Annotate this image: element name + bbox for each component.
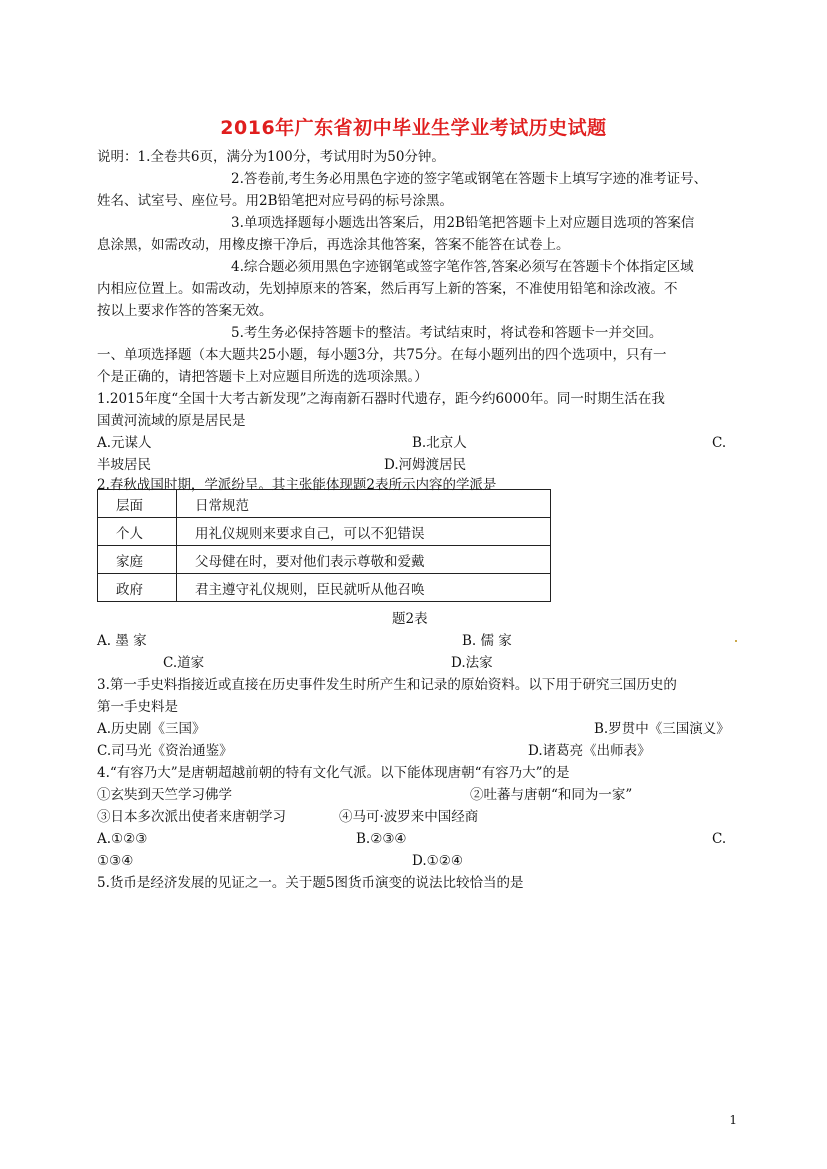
q4-statement-1: ①玄奘到天竺学习佛学 [97, 787, 232, 803]
instruction-4a: 4.综合题必须用黑色字迹钢笔或签字笔作答,答案必须写在答题卡个体指定区域 [231, 259, 694, 275]
q1-option-c: 半坡居民 [97, 457, 151, 473]
instruction-lead: 说明：1.全卷共6页，满分为100分，考试用时为50分钟。 [97, 149, 445, 165]
table-cell: 用礼仪规则来要求自己，可以不犯错误 [177, 518, 551, 546]
instruction-3b: 息涂黑，如需改动，用橡皮擦干净后，再选涂其他答案，答案不能答在试卷上。 [97, 237, 570, 253]
instruction-3a: 3.单项选择题每小题选出答案后，用2B铅笔把答题卡上对应题目选项的答案信 [231, 215, 695, 231]
table-cell: 层面 [98, 490, 177, 518]
section1-heading: 一、单项选择题（本大题共25小题，每小题3分，共75分。在每小题列出的四个选项中，只有一 [97, 347, 667, 363]
q4-stem: 4.“有容乃大”是唐朝超越前朝的特有文化气派。以下能体现唐朝“有容乃大”的是 [97, 765, 570, 781]
table-cell: 君主遵守礼仪规则，臣民就听从他召唤 [177, 574, 551, 602]
q4-statement-4: ④马可·波罗来中国经商 [339, 809, 479, 825]
q4-statement-3: ③日本多次派出使者来唐朝学习 [97, 809, 286, 825]
q1-option-d: D.河姆渡居民 [384, 457, 467, 473]
scan-mark [735, 640, 737, 642]
section1-heading-cont: 个是正确的，请把答题卡上对应题目所选的选项涂黑。） [97, 369, 428, 385]
q3-option-b: B.罗贯中《三国演义》 [594, 721, 730, 737]
exam-title: 2016年广东省初中毕业生学业考试历史试题 [220, 117, 607, 139]
table-cell: 父母健在时，要对他们表示尊敬和爱戴 [177, 546, 551, 574]
q2-option-a: A. 墨 家 [97, 633, 147, 649]
q4-option-c-mark: C. [712, 831, 727, 847]
instruction-5: 5.考生务必保持答题卡的整洁。考试结束时，将试卷和答题卡一并交回。 [231, 325, 663, 341]
q4-option-a: A.①②③ [97, 831, 148, 847]
table-row [98, 546, 551, 574]
table-cell: 日常规范 [177, 490, 551, 518]
q4-statement-2: ②吐蕃与唐朝“和同为一家” [470, 787, 633, 803]
q3-option-a: A.历史剧《三国》 [97, 721, 206, 737]
q3-option-d: D.诸葛亮《出师表》 [528, 743, 651, 759]
instruction-2b: 姓名、试室号、座位号。用2B铅笔把对应号码的标号涂黑。 [97, 193, 454, 209]
q3-stem-cont: 第一手史料是 [97, 699, 178, 715]
q4-option-d: D.①②④ [412, 853, 463, 869]
q3-stem: 3.第一手史料指接近或直接在历史事件发生时所产生和记录的原始资料。以下用于研究三国历史的 [97, 677, 677, 693]
q2-option-d: D.法家 [451, 655, 493, 671]
q1-option-c-mark: C. [712, 435, 727, 451]
q2-option-b: B. 儒 家 [462, 633, 512, 649]
q2-table-caption: 题2表 [392, 611, 428, 627]
q2-table [97, 489, 551, 602]
instruction-4c: 按以上要求作答的答案无效。 [97, 303, 273, 319]
table-cell: 家庭 [98, 546, 177, 574]
instruction-2a: 2.答卷前,考生务必用黑色字迹的签字笔或钢笔在答题卡上填写字迹的准考证号、 [231, 171, 708, 187]
q4-option-c: ①③④ [97, 853, 134, 869]
q1-option-a: A.元谋人 [97, 435, 152, 451]
table-row [98, 574, 551, 602]
q1-stem: 1.2015年度“全国十大考古新发现”之海南新石器时代遗存，距今约6000年。同一时期生活在我 [97, 391, 665, 407]
q5-stem: 5.货币是经济发展的见证之一。关于题5图货币演变的说法比较恰当的是 [97, 875, 524, 891]
page-number: 1 [729, 1113, 737, 1127]
table-cell: 政府 [98, 574, 177, 602]
q1-stem-cont: 国黄河流域的原是居民是 [97, 413, 246, 429]
table-row [98, 490, 551, 518]
instruction-4b: 内相应位置上。如需改动，先划掉原来的答案，然后再写上新的答案，不准使用铅笔和涂改液。不 [97, 281, 678, 297]
q3-option-c: C.司马光《资治通鉴》 [97, 743, 233, 759]
q2-stem: 2.春秋战国时期，学派纷呈。其主张能体现题2表所示内容的学派是 [97, 477, 497, 493]
q2-option-c: C.道家 [163, 655, 205, 671]
table-row [98, 518, 551, 546]
q4-option-b: B.②③④ [356, 831, 407, 847]
table-cell: 个人 [98, 518, 177, 546]
q1-option-b: B.北京人 [412, 435, 467, 451]
